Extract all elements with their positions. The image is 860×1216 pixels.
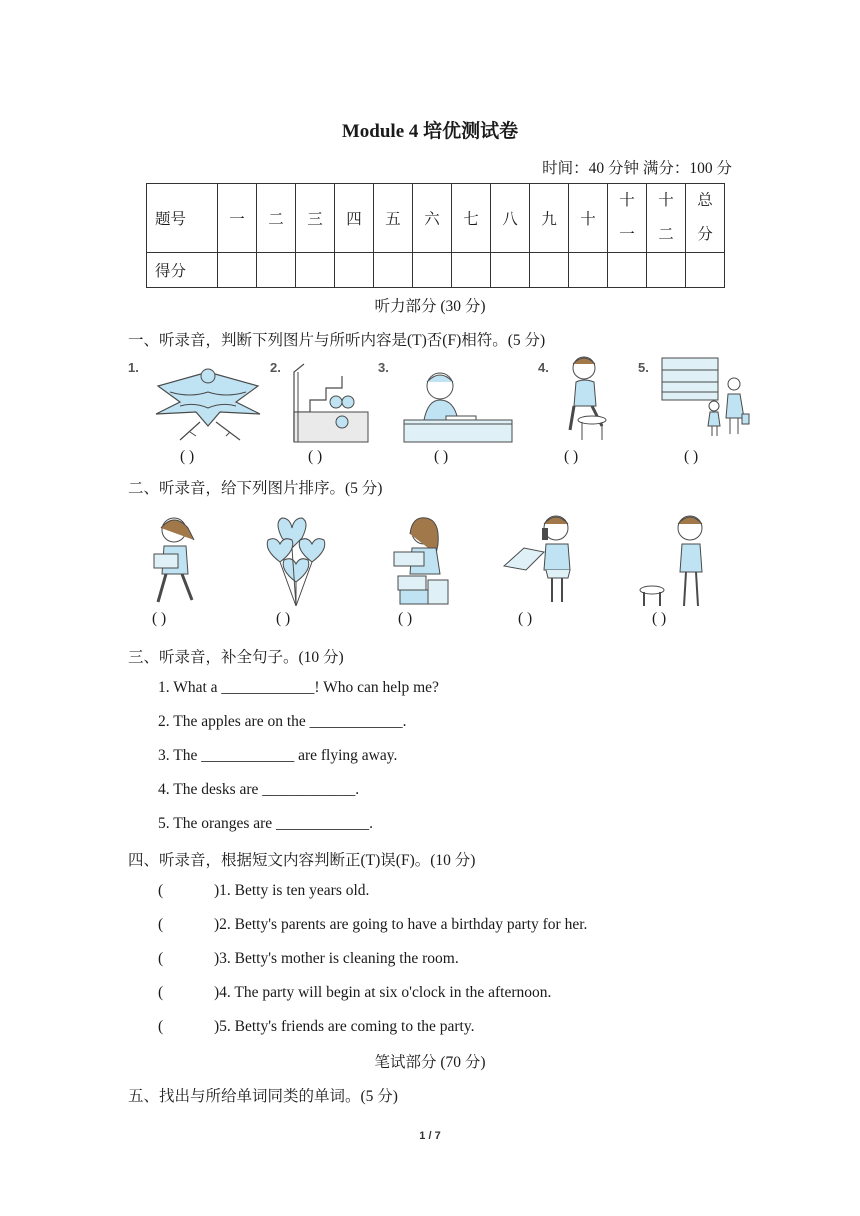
page-title: Module 4 培优测试卷 [341,121,519,142]
q1-number-5: 5. [638,360,649,375]
score-table-col: 三 [296,184,335,253]
woman-with-books-illustration [388,514,456,608]
time-score-info: 时间：40 分钟 满分：100 分 [542,160,732,177]
q1-answer-4[interactable]: ( ) [564,448,579,465]
score-cell[interactable] [374,253,413,288]
boy-at-desk-illustration [400,366,516,444]
score-table-label-score: 得分 [147,253,218,288]
listening-section-header: 听力部分 (30 分) [374,298,486,315]
score-cell[interactable] [608,253,647,288]
score-table-col: 十 二 [647,184,686,253]
score-cell[interactable] [569,253,608,288]
shop-mother-child-illustration [660,354,750,438]
q2-answer-4[interactable]: ( ) [518,610,533,627]
score-table [146,183,725,288]
q4-answer-paren-1[interactable]: ( [158,882,164,899]
q2-answer-1[interactable]: ( ) [152,610,167,627]
score-table-col: 十 [569,184,608,253]
q1-answer-2[interactable]: ( ) [308,448,323,465]
score-cell[interactable] [686,253,725,288]
score-table-col: 十 一 [608,184,647,253]
score-cell[interactable] [413,253,452,288]
balloons-illustration [262,514,332,608]
q2-answer-5[interactable]: ( ) [652,610,667,627]
score-table-col: 一 [218,184,257,253]
score-table-col: 九 [530,184,569,253]
question-4-instruction: 四、听录音，根据短文内容判断正(T)误(F)。(10 分) [128,852,476,869]
question-3-instruction: 三、听录音，补全句子。(10 分) [128,649,344,666]
score-table-col: 四 [335,184,374,253]
q1-number-4: 4. [538,360,549,375]
q2-answer-2[interactable]: ( ) [276,610,291,627]
q3-sentence-3[interactable]: 3. The ____________ are flying away. [158,747,398,764]
score-cell[interactable] [530,253,569,288]
score-cell[interactable] [296,253,335,288]
boy-on-phone-illustration [500,508,582,608]
score-cell[interactable] [491,253,530,288]
q4-statement-1: )1. Betty is ten years old. [214,882,370,899]
score-table-col: 六 [413,184,452,253]
girl-with-books-illustration [144,514,204,608]
q3-sentence-5[interactable]: 5. The oranges are ____________. [158,815,373,832]
q4-statement-3: )3. Betty's mother is cleaning the room. [214,950,459,967]
q1-number-2: 2. [270,360,281,375]
score-table-label-number: 题号 [147,184,218,253]
score-table-col: 八 [491,184,530,253]
score-cell[interactable] [647,253,686,288]
q1-number-1: 1. [128,360,139,375]
score-table-col: 总 分 [686,184,725,253]
score-table-col: 二 [257,184,296,253]
page-number: 1 / 7 [419,1130,441,1142]
q2-answer-3[interactable]: ( ) [398,610,413,627]
q4-statement-4: )4. The party will begin at six o'clock in the afternoon. [214,984,552,1001]
q1-answer-5[interactable]: ( ) [684,448,699,465]
score-cell[interactable] [335,253,374,288]
q1-number-3: 3. [378,360,389,375]
q4-statement-5: )5. Betty's friends are coming to the party. [214,1018,475,1035]
q4-answer-paren-2[interactable]: ( [158,916,164,933]
q1-answer-1[interactable]: ( ) [180,448,195,465]
kite-illustration [150,362,266,444]
boy-with-stool-illustration [638,510,712,610]
score-cell[interactable] [452,253,491,288]
boy-on-stool-illustration [562,354,610,444]
writing-section-header: 笔试部分 (70 分) [374,1054,486,1071]
question-5-instruction: 五、找出与所给单词同类的单词。(5 分) [128,1088,398,1105]
score-cell[interactable] [218,253,257,288]
stairs-apples-illustration [290,362,370,444]
question-1-instruction: 一、听录音，判断下列图片与所听内容是(T)否(F)相符。(5 分) [128,332,546,349]
score-table-col: 五 [374,184,413,253]
question-2-instruction: 二、听录音，给下列图片排序。(5 分) [128,480,383,497]
q4-statement-2: )2. Betty's parents are going to have a birthday party for her. [214,916,588,933]
score-table-col: 七 [452,184,491,253]
score-cell[interactable] [257,253,296,288]
q4-answer-paren-5[interactable]: ( [158,1018,164,1035]
q3-sentence-2[interactable]: 2. The apples are on the ____________. [158,713,407,730]
q3-sentence-4[interactable]: 4. The desks are ____________. [158,781,360,798]
q4-answer-paren-3[interactable]: ( [158,950,164,967]
q1-answer-3[interactable]: ( ) [434,448,449,465]
q3-sentence-1[interactable]: 1. What a ____________! Who can help me? [158,679,439,696]
q4-answer-paren-4[interactable]: ( [158,984,164,1001]
